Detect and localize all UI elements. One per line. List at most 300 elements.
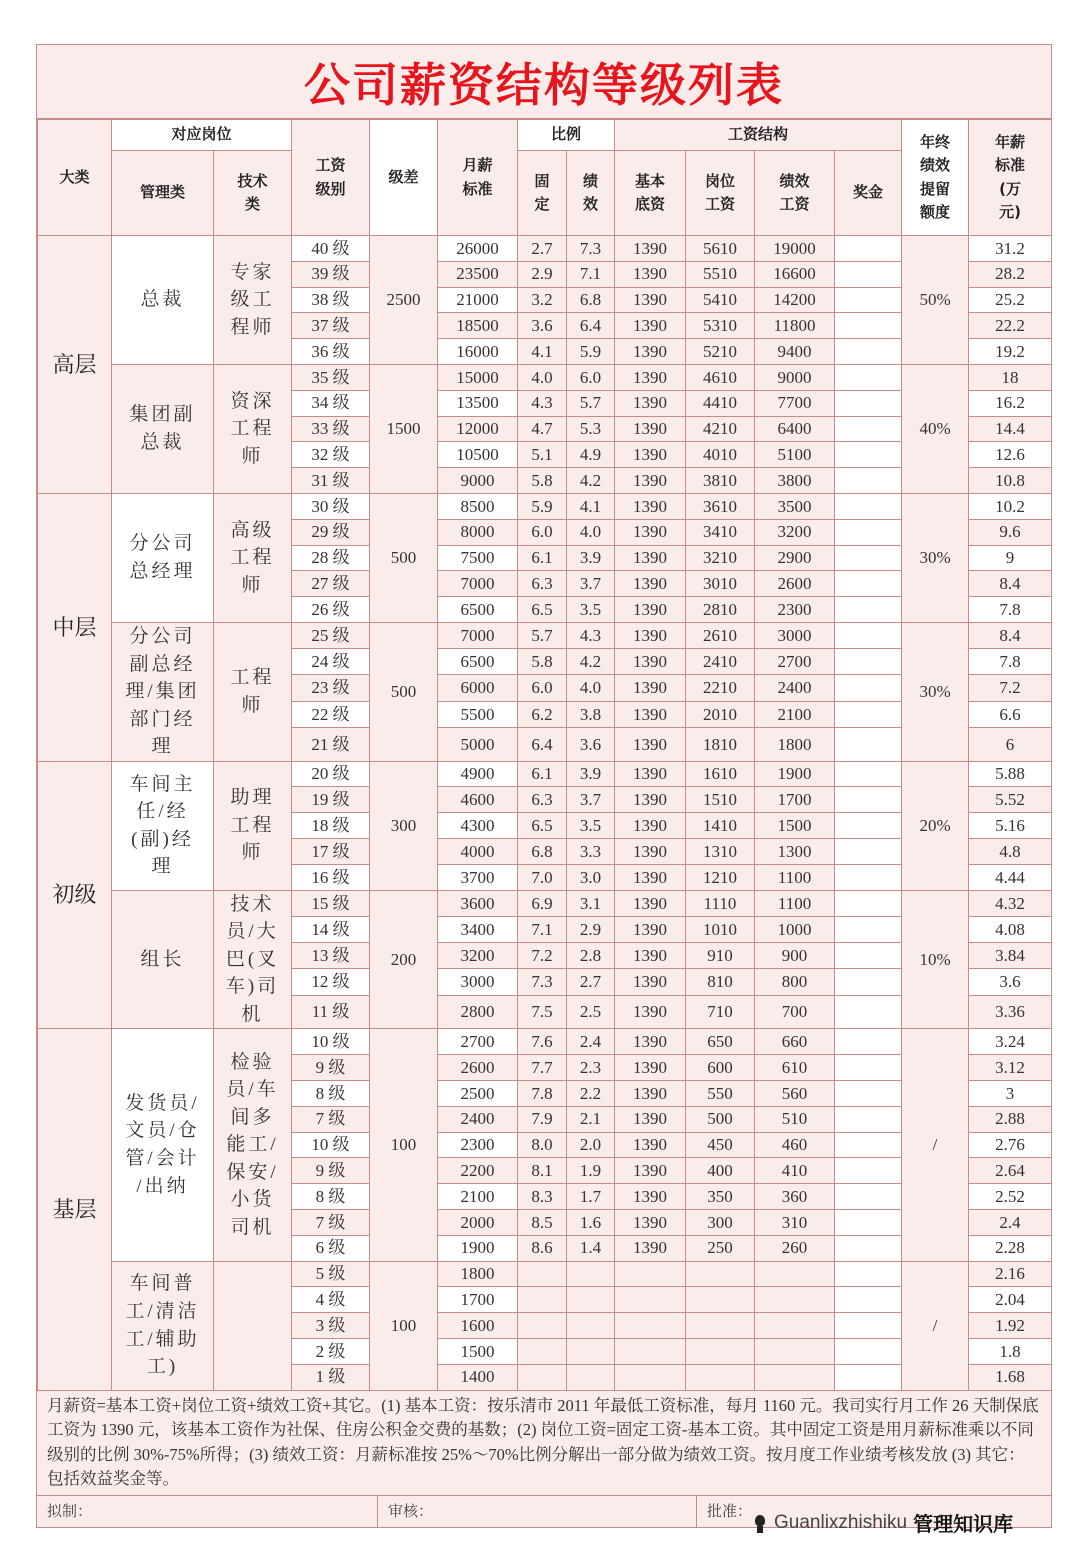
performance-pay-cell: 1100 xyxy=(755,864,835,890)
drafted-by-label: 拟制： xyxy=(37,1496,378,1527)
monthly-cell: 7500 xyxy=(438,545,518,571)
performance-pay-cell xyxy=(755,1313,835,1339)
grade-cell: 30 级 xyxy=(292,493,370,519)
performance-pay-cell: 9400 xyxy=(755,339,835,365)
bonus-cell xyxy=(835,1364,902,1390)
performance-pay-cell: 3200 xyxy=(755,519,835,545)
fixed-ratio-cell: 6.4 xyxy=(518,728,567,762)
annual-cell: 10.8 xyxy=(969,468,1052,494)
bonus-cell xyxy=(835,442,902,468)
annual-cell: 4.44 xyxy=(969,864,1052,890)
step-cell: 2500 xyxy=(370,236,438,365)
management-position-cell: 车间普 工/清洁 工/辅助 工) xyxy=(112,1261,214,1390)
performance-pay-cell: 410 xyxy=(755,1158,835,1184)
category-cell: 中层 xyxy=(38,493,112,761)
fixed-ratio-cell: 6.5 xyxy=(518,597,567,623)
year-end-cell: 50% xyxy=(902,236,969,365)
base-pay-cell: 1390 xyxy=(615,1158,686,1184)
technical-position-cell: 专家 级工 程师 xyxy=(214,236,292,365)
annual-cell: 12.6 xyxy=(969,442,1052,468)
bonus-cell xyxy=(835,761,902,787)
performance-pay-cell: 1800 xyxy=(755,728,835,762)
performance-pay-cell: 2700 xyxy=(755,649,835,675)
post-pay-cell: 350 xyxy=(686,1184,755,1210)
fixed-ratio-cell: 5.9 xyxy=(518,493,567,519)
annual-cell: 6.6 xyxy=(969,701,1052,727)
base-pay-cell: 1390 xyxy=(615,701,686,727)
bonus-cell xyxy=(835,597,902,623)
annual-cell: 2.76 xyxy=(969,1132,1052,1158)
grade-cell: 37 级 xyxy=(292,313,370,339)
base-pay-cell: 1390 xyxy=(615,493,686,519)
base-pay-cell: 1390 xyxy=(615,890,686,916)
base-pay-cell: 1390 xyxy=(615,442,686,468)
year-end-cell: 30% xyxy=(902,493,969,622)
fixed-ratio-cell: 7.9 xyxy=(518,1106,567,1132)
post-pay-cell: 250 xyxy=(686,1235,755,1261)
grade-cell: 12 级 xyxy=(292,969,370,995)
grade-cell: 4 级 xyxy=(292,1287,370,1313)
post-pay-cell xyxy=(686,1313,755,1339)
monthly-cell: 21000 xyxy=(438,287,518,313)
annual-cell: 1.92 xyxy=(969,1313,1052,1339)
post-pay-cell xyxy=(686,1287,755,1313)
bonus-cell xyxy=(835,1081,902,1107)
annual-cell: 3 xyxy=(969,1081,1052,1107)
step-cell: 200 xyxy=(370,890,438,1029)
performance-pay-cell: 510 xyxy=(755,1106,835,1132)
performance-pay-cell: 3000 xyxy=(755,622,835,648)
monthly-cell: 4900 xyxy=(438,761,518,787)
post-pay-cell: 1810 xyxy=(686,728,755,762)
performance-pay-cell: 11800 xyxy=(755,313,835,339)
fixed-ratio-cell: 8.3 xyxy=(518,1184,567,1210)
header-annual: 年薪 标准 (万 元) xyxy=(969,120,1052,236)
grade-cell: 16 级 xyxy=(292,864,370,890)
performance-pay-cell: 310 xyxy=(755,1209,835,1235)
technical-position-cell: 检验 员/车 间多 能工/ 保安/ 小货 司机 xyxy=(214,1029,292,1261)
performance-ratio-cell: 3.3 xyxy=(567,839,615,865)
grade-cell: 39 级 xyxy=(292,261,370,287)
grade-cell: 7 级 xyxy=(292,1209,370,1235)
bonus-cell xyxy=(835,864,902,890)
category-cell: 初级 xyxy=(38,761,112,1029)
post-pay-cell: 810 xyxy=(686,969,755,995)
post-pay-cell: 1410 xyxy=(686,813,755,839)
base-pay-cell: 1390 xyxy=(615,761,686,787)
annual-cell: 7.2 xyxy=(969,675,1052,701)
performance-ratio-cell: 3.1 xyxy=(567,890,615,916)
performance-pay-cell: 800 xyxy=(755,969,835,995)
watermark xyxy=(752,1508,1013,1537)
performance-ratio-cell xyxy=(567,1364,615,1390)
performance-ratio-cell: 7.1 xyxy=(567,261,615,287)
post-pay-cell: 4210 xyxy=(686,416,755,442)
post-pay-cell: 5210 xyxy=(686,339,755,365)
bonus-cell xyxy=(835,313,902,339)
bonus-cell xyxy=(835,943,902,969)
monthly-cell: 2600 xyxy=(438,1055,518,1081)
grade-cell: 8 级 xyxy=(292,1081,370,1107)
performance-ratio-cell: 5.9 xyxy=(567,339,615,365)
annual-cell: 8.4 xyxy=(969,622,1052,648)
performance-ratio-cell: 6.8 xyxy=(567,287,615,313)
grade-cell: 11 级 xyxy=(292,995,370,1029)
monthly-cell: 4000 xyxy=(438,839,518,865)
fixed-ratio-cell xyxy=(518,1338,567,1364)
salary-table xyxy=(37,119,1052,1391)
performance-ratio-cell: 4.9 xyxy=(567,442,615,468)
annual-cell: 3.84 xyxy=(969,943,1052,969)
base-pay-cell: 1390 xyxy=(615,339,686,365)
grade-cell: 2 级 xyxy=(292,1338,370,1364)
base-pay-cell: 1390 xyxy=(615,995,686,1029)
grade-cell: 23 级 xyxy=(292,675,370,701)
annual-cell: 3.6 xyxy=(969,969,1052,995)
bonus-cell xyxy=(835,1338,902,1364)
post-pay-cell: 3610 xyxy=(686,493,755,519)
management-position-cell: 集团副 总裁 xyxy=(112,364,214,493)
grade-cell: 19 级 xyxy=(292,787,370,813)
base-pay-cell: 1390 xyxy=(615,236,686,262)
annual-cell: 1.68 xyxy=(969,1364,1052,1390)
notes-text: 月薪资=基本工资+岗位工资+绩效工资+其它。(1) 基本工资：按乐清市 2011 年最低工资标准，每月 1160 元。我司实行月工作 26 天制保底工资为 1390 元，该基本工资作为社保、住房公积金交费的基数；(2) 岗位工资=固定工资-基本工资。其中固定工资是用月薪标准乘以不同级别的比例 30%-75%所得；(3) 绩效工资：月薪标准按 25%～70%比例分解出一部分做为绩效工资。按月度工作业绩考核发放 (3) 其它：包括效益奖金等。 xyxy=(37,1391,1051,1495)
grade-cell: 38 级 xyxy=(292,287,370,313)
grade-cell: 1 级 xyxy=(292,1364,370,1390)
fixed-ratio-cell: 4.3 xyxy=(518,390,567,416)
performance-ratio-cell: 4.2 xyxy=(567,649,615,675)
post-pay-cell: 4410 xyxy=(686,390,755,416)
bonus-cell xyxy=(835,339,902,365)
base-pay-cell: 1390 xyxy=(615,571,686,597)
management-position-cell: 总裁 xyxy=(112,236,214,365)
bonus-cell xyxy=(835,622,902,648)
grade-cell: 32 级 xyxy=(292,442,370,468)
header-base: 基本 底资 xyxy=(615,151,686,236)
technical-position-cell: 技术 员/大 巴(叉 车)司 机 xyxy=(214,890,292,1029)
bonus-cell xyxy=(835,728,902,762)
performance-pay-cell: 2400 xyxy=(755,675,835,701)
post-pay-cell xyxy=(686,1261,755,1287)
performance-ratio-cell xyxy=(567,1261,615,1287)
performance-ratio-cell: 2.1 xyxy=(567,1106,615,1132)
management-position-cell: 分公司 总经理 xyxy=(112,493,214,622)
performance-ratio-cell: 4.2 xyxy=(567,468,615,494)
annual-cell: 5.16 xyxy=(969,813,1052,839)
performance-pay-cell: 14200 xyxy=(755,287,835,313)
annual-cell: 7.8 xyxy=(969,649,1052,675)
fixed-ratio-cell: 2.9 xyxy=(518,261,567,287)
fixed-ratio-cell: 7.1 xyxy=(518,916,567,942)
table-row xyxy=(38,890,1052,916)
step-cell: 500 xyxy=(370,622,438,761)
grade-cell: 33 级 xyxy=(292,416,370,442)
performance-pay-cell: 3500 xyxy=(755,493,835,519)
grade-cell: 34 级 xyxy=(292,390,370,416)
post-pay-cell: 910 xyxy=(686,943,755,969)
base-pay-cell: 1390 xyxy=(615,545,686,571)
grade-cell: 24 级 xyxy=(292,649,370,675)
monthly-cell: 6000 xyxy=(438,675,518,701)
monthly-cell: 1900 xyxy=(438,1235,518,1261)
fixed-ratio-cell: 7.3 xyxy=(518,969,567,995)
annual-cell: 8.4 xyxy=(969,571,1052,597)
performance-pay-cell: 2600 xyxy=(755,571,835,597)
performance-ratio-cell: 4.3 xyxy=(567,622,615,648)
base-pay-cell xyxy=(615,1287,686,1313)
base-pay-cell: 1390 xyxy=(615,813,686,839)
approved-by-label: 批准： xyxy=(707,1503,753,1520)
base-pay-cell: 1390 xyxy=(615,364,686,390)
performance-pay-cell: 19000 xyxy=(755,236,835,262)
post-pay-cell xyxy=(686,1364,755,1390)
fixed-ratio-cell: 8.6 xyxy=(518,1235,567,1261)
performance-ratio-cell: 3.9 xyxy=(567,545,615,571)
post-pay-cell: 4010 xyxy=(686,442,755,468)
performance-ratio-cell xyxy=(567,1313,615,1339)
post-pay-cell: 400 xyxy=(686,1158,755,1184)
year-end-cell: / xyxy=(902,1261,969,1390)
grade-cell: 15 级 xyxy=(292,890,370,916)
fixed-ratio-cell xyxy=(518,1287,567,1313)
performance-pay-cell: 3800 xyxy=(755,468,835,494)
post-pay-cell: 1210 xyxy=(686,864,755,890)
annual-cell: 7.8 xyxy=(969,597,1052,623)
monthly-cell: 1800 xyxy=(438,1261,518,1287)
monthly-cell: 2400 xyxy=(438,1106,518,1132)
table-row xyxy=(38,761,1052,787)
bonus-cell xyxy=(835,364,902,390)
monthly-cell: 5500 xyxy=(438,701,518,727)
performance-pay-cell xyxy=(755,1338,835,1364)
year-end-cell: 30% xyxy=(902,622,969,761)
annual-cell: 2.88 xyxy=(969,1106,1052,1132)
technical-position-cell: 高级 工程 师 xyxy=(214,493,292,622)
annual-cell: 2.28 xyxy=(969,1235,1052,1261)
performance-pay-cell: 660 xyxy=(755,1029,835,1055)
post-pay-cell: 500 xyxy=(686,1106,755,1132)
fixed-ratio-cell: 6.5 xyxy=(518,813,567,839)
base-pay-cell: 1390 xyxy=(615,1184,686,1210)
category-cell: 高层 xyxy=(38,236,112,494)
fixed-ratio-cell: 7.2 xyxy=(518,943,567,969)
performance-pay-cell: 700 xyxy=(755,995,835,1029)
annual-cell: 4.8 xyxy=(969,839,1052,865)
technical-position-cell: 助理 工程 师 xyxy=(214,761,292,890)
monthly-cell: 2300 xyxy=(438,1132,518,1158)
base-pay-cell xyxy=(615,1364,686,1390)
post-pay-cell: 1010 xyxy=(686,916,755,942)
bonus-cell xyxy=(835,675,902,701)
management-position-cell: 组长 xyxy=(112,890,214,1029)
post-pay-cell: 5410 xyxy=(686,287,755,313)
post-pay-cell: 5310 xyxy=(686,313,755,339)
post-pay-cell: 2210 xyxy=(686,675,755,701)
performance-ratio-cell: 6.4 xyxy=(567,313,615,339)
performance-ratio-cell: 3.9 xyxy=(567,761,615,787)
base-pay-cell: 1390 xyxy=(615,1235,686,1261)
performance-pay-cell: 360 xyxy=(755,1184,835,1210)
grade-cell: 10 级 xyxy=(292,1029,370,1055)
post-pay-cell: 710 xyxy=(686,995,755,1029)
performance-ratio-cell: 3.7 xyxy=(567,571,615,597)
grade-cell: 31 级 xyxy=(292,468,370,494)
grade-cell: 6 级 xyxy=(292,1235,370,1261)
annual-cell: 14.4 xyxy=(969,416,1052,442)
annual-cell: 4.08 xyxy=(969,916,1052,942)
performance-pay-cell: 1700 xyxy=(755,787,835,813)
performance-ratio-cell: 2.7 xyxy=(567,969,615,995)
header-performance: 绩 效 xyxy=(567,151,615,236)
post-pay-cell: 600 xyxy=(686,1055,755,1081)
bonus-cell xyxy=(835,519,902,545)
monthly-cell: 1700 xyxy=(438,1287,518,1313)
base-pay-cell: 1390 xyxy=(615,313,686,339)
performance-ratio-cell: 1.9 xyxy=(567,1158,615,1184)
performance-pay-cell: 6400 xyxy=(755,416,835,442)
base-pay-cell: 1390 xyxy=(615,1132,686,1158)
performance-ratio-cell: 6.0 xyxy=(567,364,615,390)
header-ratio: 比例 xyxy=(518,120,615,151)
monthly-cell: 3000 xyxy=(438,969,518,995)
base-pay-cell: 1390 xyxy=(615,839,686,865)
base-pay-cell: 1390 xyxy=(615,390,686,416)
performance-ratio-cell: 2.4 xyxy=(567,1029,615,1055)
monthly-cell: 3400 xyxy=(438,916,518,942)
header-structure: 工资结构 xyxy=(615,120,902,151)
salary-sheet xyxy=(36,44,1052,1528)
base-pay-cell: 1390 xyxy=(615,468,686,494)
monthly-cell: 23500 xyxy=(438,261,518,287)
performance-ratio-cell: 3.6 xyxy=(567,728,615,762)
annual-cell: 18 xyxy=(969,364,1052,390)
post-pay-cell: 3010 xyxy=(686,571,755,597)
annual-cell: 19.2 xyxy=(969,339,1052,365)
performance-pay-cell: 1900 xyxy=(755,761,835,787)
grade-cell: 14 级 xyxy=(292,916,370,942)
technical-position-cell: 资深 工程 师 xyxy=(214,364,292,493)
technical-position-cell: 工程 师 xyxy=(214,622,292,761)
grade-cell: 27 级 xyxy=(292,571,370,597)
annual-cell: 2.16 xyxy=(969,1261,1052,1287)
annual-cell: 2.04 xyxy=(969,1287,1052,1313)
fixed-ratio-cell: 7.5 xyxy=(518,995,567,1029)
header-category: 大类 xyxy=(38,120,112,236)
base-pay-cell: 1390 xyxy=(615,519,686,545)
bonus-cell xyxy=(835,390,902,416)
bonus-cell xyxy=(835,236,902,262)
grade-cell: 26 级 xyxy=(292,597,370,623)
fixed-ratio-cell: 3.6 xyxy=(518,313,567,339)
fixed-ratio-cell: 7.0 xyxy=(518,864,567,890)
monthly-cell: 6500 xyxy=(438,597,518,623)
monthly-cell: 15000 xyxy=(438,364,518,390)
annual-cell: 4.32 xyxy=(969,890,1052,916)
bonus-cell xyxy=(835,261,902,287)
grade-cell: 40 级 xyxy=(292,236,370,262)
fixed-ratio-cell: 8.5 xyxy=(518,1209,567,1235)
bonus-cell xyxy=(835,1158,902,1184)
grade-cell: 7 级 xyxy=(292,1106,370,1132)
bonus-cell xyxy=(835,1313,902,1339)
monthly-cell: 4600 xyxy=(438,787,518,813)
performance-pay-cell: 2900 xyxy=(755,545,835,571)
bonus-cell xyxy=(835,1029,902,1055)
post-pay-cell: 450 xyxy=(686,1132,755,1158)
step-cell: 500 xyxy=(370,493,438,622)
base-pay-cell: 1390 xyxy=(615,287,686,313)
monthly-cell: 16000 xyxy=(438,339,518,365)
year-end-cell: 40% xyxy=(902,364,969,493)
post-pay-cell: 300 xyxy=(686,1209,755,1235)
grade-cell: 20 级 xyxy=(292,761,370,787)
base-pay-cell xyxy=(615,1313,686,1339)
fixed-ratio-cell: 5.8 xyxy=(518,649,567,675)
post-pay-cell: 3810 xyxy=(686,468,755,494)
annual-cell: 28.2 xyxy=(969,261,1052,287)
performance-ratio-cell: 4.0 xyxy=(567,675,615,701)
performance-pay-cell: 1000 xyxy=(755,916,835,942)
post-pay-cell: 5610 xyxy=(686,236,755,262)
annual-cell: 25.2 xyxy=(969,287,1052,313)
post-pay-cell: 550 xyxy=(686,1081,755,1107)
grade-cell: 36 级 xyxy=(292,339,370,365)
monthly-cell: 26000 xyxy=(438,236,518,262)
performance-ratio-cell xyxy=(567,1287,615,1313)
base-pay-cell: 1390 xyxy=(615,416,686,442)
performance-ratio-cell: 3.7 xyxy=(567,787,615,813)
fixed-ratio-cell xyxy=(518,1313,567,1339)
performance-ratio-cell: 7.3 xyxy=(567,236,615,262)
fixed-ratio-cell: 8.0 xyxy=(518,1132,567,1158)
post-pay-cell: 2810 xyxy=(686,597,755,623)
post-pay-cell: 1510 xyxy=(686,787,755,813)
performance-pay-cell: 1100 xyxy=(755,890,835,916)
fixed-ratio-cell: 4.7 xyxy=(518,416,567,442)
bonus-cell xyxy=(835,571,902,597)
fixed-ratio-cell: 5.7 xyxy=(518,622,567,648)
grade-cell: 25 级 xyxy=(292,622,370,648)
year-end-cell: 10% xyxy=(902,890,969,1029)
monthly-cell: 2800 xyxy=(438,995,518,1029)
post-pay-cell: 1310 xyxy=(686,839,755,865)
monthly-cell: 2100 xyxy=(438,1184,518,1210)
bonus-cell xyxy=(835,1235,902,1261)
performance-ratio-cell: 1.6 xyxy=(567,1209,615,1235)
performance-ratio-cell: 2.2 xyxy=(567,1081,615,1107)
grade-cell: 17 级 xyxy=(292,839,370,865)
fixed-ratio-cell: 6.3 xyxy=(518,787,567,813)
grade-cell: 9 级 xyxy=(292,1158,370,1184)
monthly-cell: 4300 xyxy=(438,813,518,839)
bonus-cell xyxy=(835,1261,902,1287)
annual-cell: 31.2 xyxy=(969,236,1052,262)
table-row xyxy=(38,493,1052,519)
fixed-ratio-cell: 3.2 xyxy=(518,287,567,313)
monthly-cell: 2200 xyxy=(438,1158,518,1184)
post-pay-cell: 2610 xyxy=(686,622,755,648)
bonus-cell xyxy=(835,969,902,995)
bonus-cell xyxy=(835,1055,902,1081)
bonus-cell xyxy=(835,416,902,442)
monthly-cell: 12000 xyxy=(438,416,518,442)
monthly-cell: 8000 xyxy=(438,519,518,545)
grade-cell: 10 级 xyxy=(292,1132,370,1158)
performance-ratio-cell: 2.5 xyxy=(567,995,615,1029)
performance-ratio-cell: 4.1 xyxy=(567,493,615,519)
table-row xyxy=(38,622,1052,648)
fixed-ratio-cell: 2.7 xyxy=(518,236,567,262)
